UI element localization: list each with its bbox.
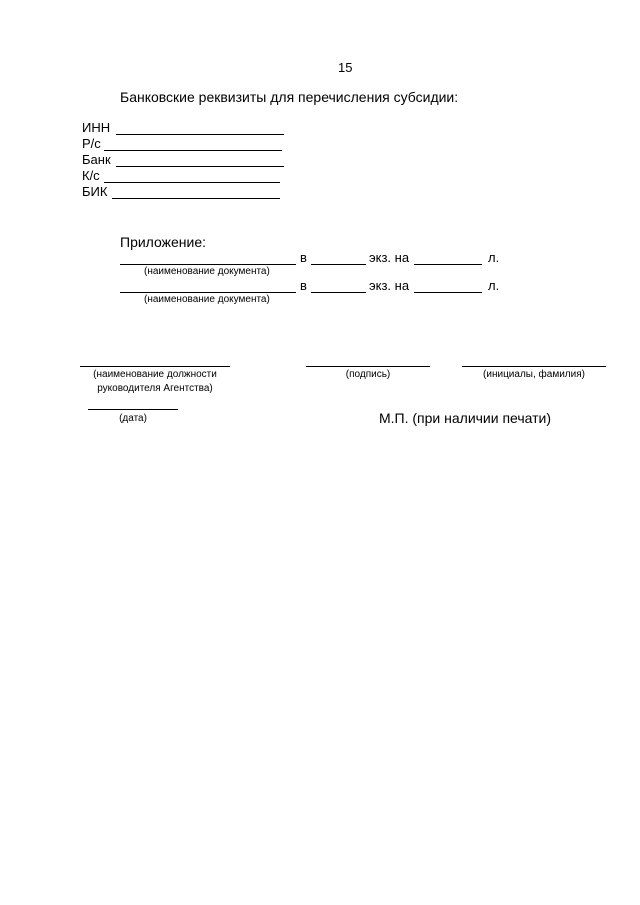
field-label-corr-account: К/с xyxy=(82,168,100,183)
position-line xyxy=(80,366,230,367)
field-label-bank: Банк xyxy=(82,152,111,167)
field-line-bik xyxy=(112,198,280,199)
position-caption: (наименование должности руководителя Агентства) xyxy=(93,369,217,394)
date-line xyxy=(88,409,178,410)
copies-label: экз. на xyxy=(369,250,410,265)
signature-caption: (подпись) xyxy=(345,369,391,380)
field-line-corr-account xyxy=(104,182,280,183)
stamp-note: М.П. (при наличии печати) xyxy=(379,410,552,426)
field-line-account xyxy=(104,150,282,151)
name-line xyxy=(462,366,606,367)
sheets-label: л. xyxy=(488,250,500,265)
in-label: в xyxy=(300,278,307,293)
field-label-bik: БИК xyxy=(82,184,108,199)
copies-line xyxy=(311,264,366,265)
name-caption: (инициалы, фамилия) xyxy=(483,369,585,380)
attachments-title: Приложение: xyxy=(120,234,207,250)
sheets-label: л. xyxy=(488,278,500,293)
field-line-inn xyxy=(116,134,284,135)
in-label: в xyxy=(300,250,307,265)
field-label-inn: ИНН xyxy=(82,120,111,135)
doc-name-line xyxy=(120,292,296,293)
sheets-line xyxy=(414,292,482,293)
signature-line xyxy=(306,366,430,367)
field-label-account: Р/с xyxy=(82,136,101,151)
doc-name-caption: (наименование документа) xyxy=(144,266,270,277)
doc-name-line xyxy=(120,264,296,265)
page-number: 15 xyxy=(338,60,353,75)
sheets-line xyxy=(414,264,482,265)
date-caption: (дата) xyxy=(119,413,147,424)
bank-details-heading: Банковские реквизиты для перечисления субсидии: xyxy=(120,89,459,105)
doc-name-caption: (наименование документа) xyxy=(144,294,270,305)
copies-label: экз. на xyxy=(369,278,410,293)
field-line-bank xyxy=(116,166,284,167)
copies-line xyxy=(311,292,366,293)
